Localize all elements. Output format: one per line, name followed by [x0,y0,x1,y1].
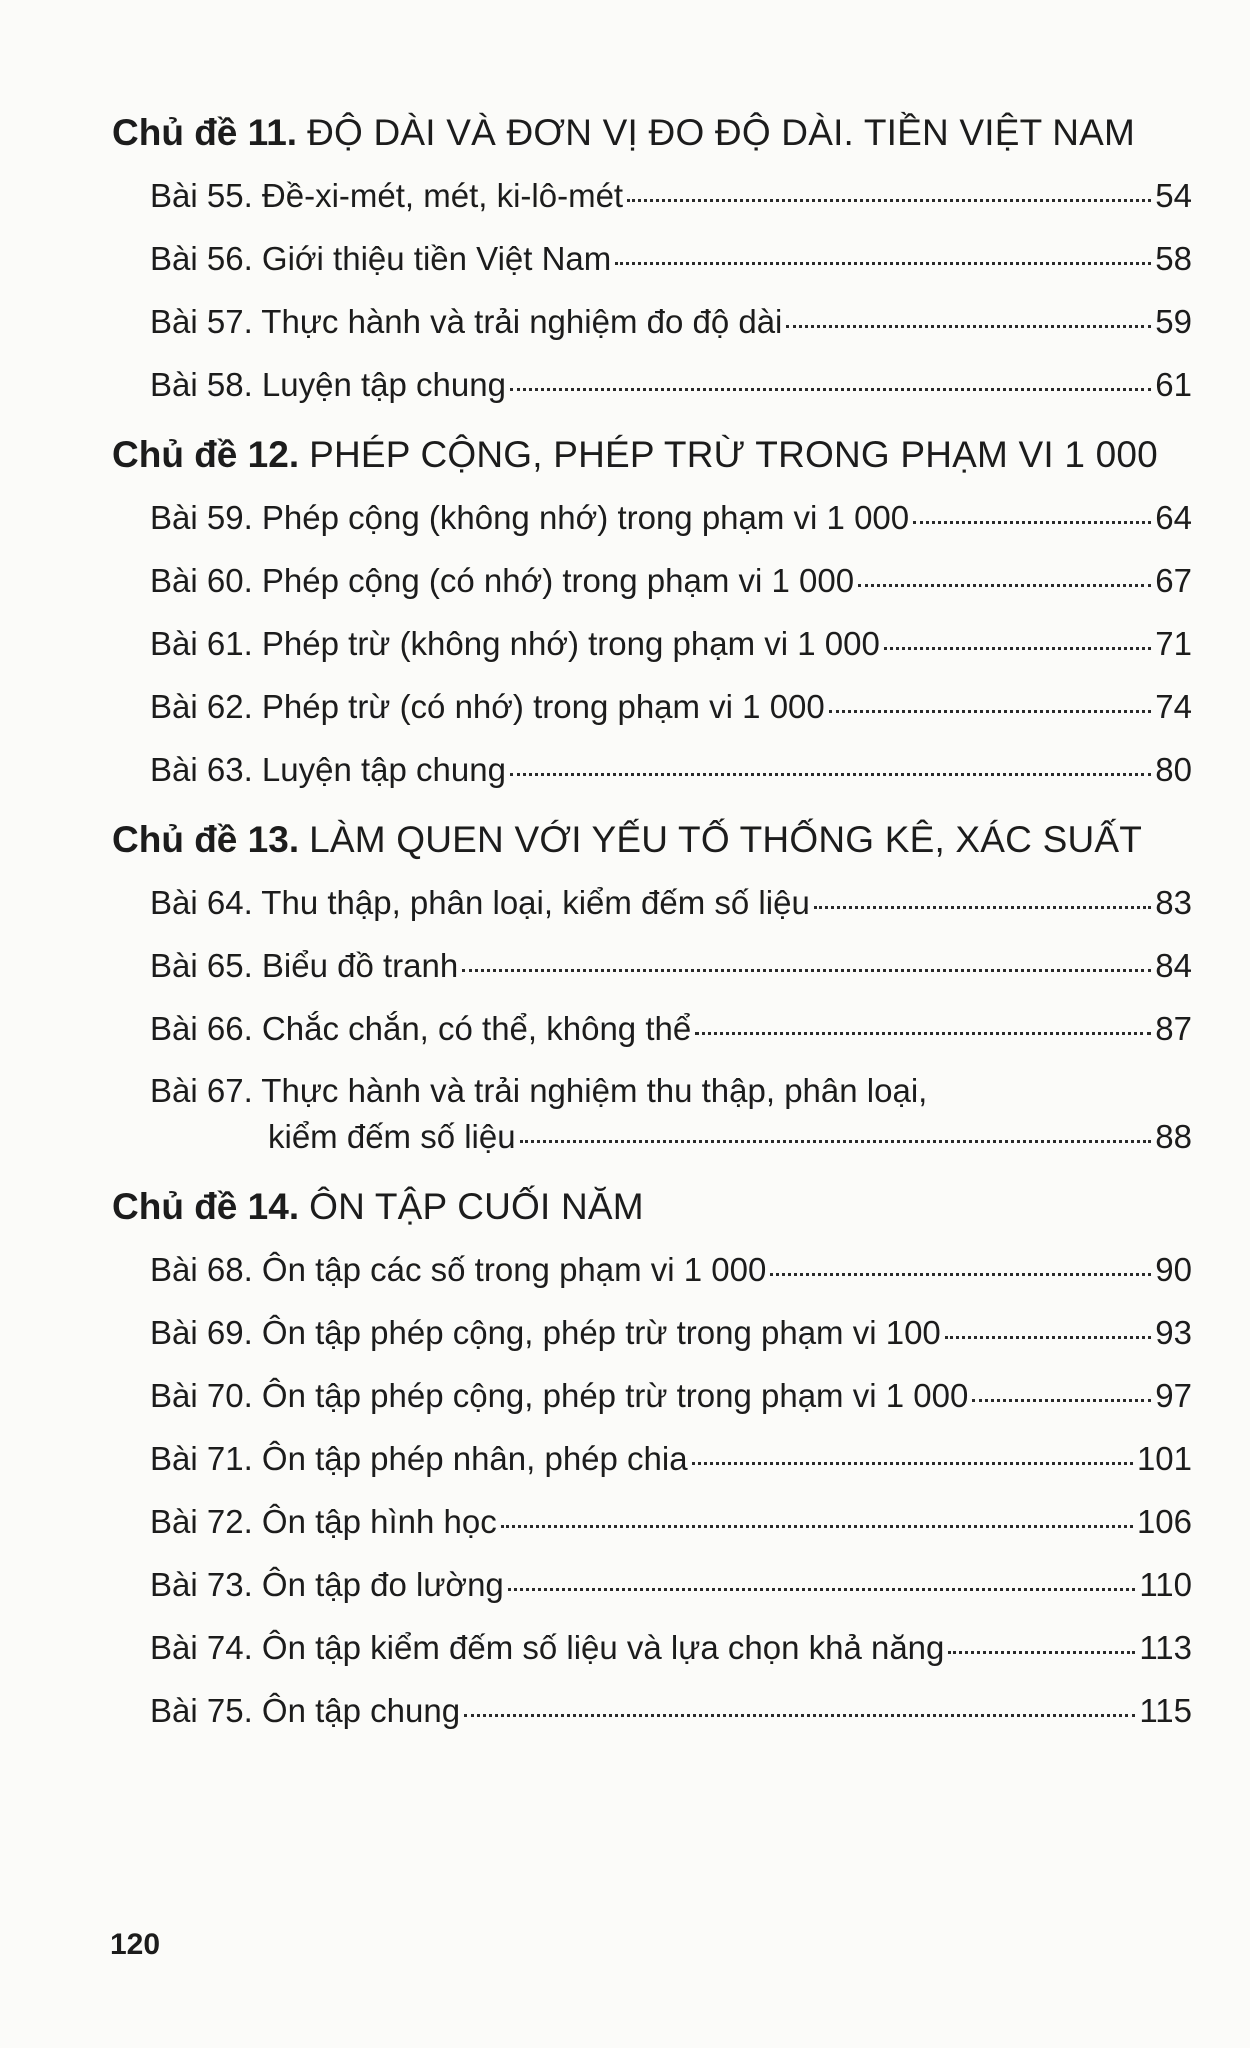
dot-leader [692,1462,1133,1465]
entry-label: Bài 74. Ôn tập kiểm đếm số liệu và lựa chọn khả năng [150,1629,945,1666]
toc-entry[interactable] [112,227,1192,290]
chapter-title: ĐỘ DÀI VÀ ĐƠN VỊ ĐO ĐỘ DÀI. TIỀN VIỆT NAM [307,112,1136,153]
entry-page: 61 [1155,366,1192,403]
dot-leader [627,199,1151,202]
entry-label: Bài 55. Đề-xi-mét, mét, ki-lô-mét [150,177,624,214]
dot-leader [508,1588,1136,1591]
dot-leader [510,388,1151,391]
chapter-number: Chủ đề 11. [112,112,298,153]
entry-page: 93 [1155,1314,1192,1351]
toc-entry[interactable] [112,1364,1192,1427]
entry-label: Bài 64. Thu thập, phân loại, kiểm đếm số liệu [150,884,810,921]
entry-label: Bài 58. Luyện tập chung [150,366,506,403]
dot-leader [858,584,1151,587]
entry-label: Bài 61. Phép trừ (không nhớ) trong phạm vi 1 000 [150,625,880,662]
toc-entry[interactable] [112,1553,1192,1616]
dot-leader [462,969,1151,972]
dot-leader [945,1336,1152,1339]
chapter-heading [112,815,1192,865]
entry-page: 58 [1155,240,1192,277]
entry-page: 101 [1136,1440,1192,1477]
entry-label: Bài 66. Chắc chắn, có thể, không thể [150,1010,692,1047]
entry-label: Bài 72. Ôn tập hình học [150,1503,497,1540]
entry-label: Bài 63. Luyện tập chung [150,751,506,788]
toc-entry[interactable] [112,353,1192,416]
dot-leader [464,1714,1135,1717]
entry-page: 110 [1139,1566,1192,1603]
entry-label: Bài 62. Phép trừ (có nhớ) trong phạm vi 1 000 [150,688,825,725]
entry-page: 64 [1155,499,1192,536]
table-of-contents [112,108,1192,1742]
toc-entry[interactable] [112,1427,1192,1490]
dot-leader [814,906,1151,909]
chapter-title: PHÉP CỘNG, PHÉP TRỪ TRONG PHẠM VI 1 000 [309,434,1158,475]
entry-page: 80 [1155,751,1192,788]
entry-page: 115 [1139,1692,1192,1729]
toc-entry[interactable] [112,1238,1192,1301]
chapter-title: LÀM QUEN VỚI YẾU TỐ THỐNG KÊ, XÁC SUẤT [309,819,1143,860]
entry-label: Bài 59. Phép cộng (không nhớ) trong phạm vi 1 000 [150,499,910,536]
entry-label: Bài 68. Ôn tập các số trong phạm vi 1 000 [150,1251,767,1288]
entry-label: Bài 71. Ôn tập phép nhân, phép chia [150,1440,688,1477]
entry-page: 97 [1155,1377,1192,1414]
toc-entry[interactable] [112,934,1192,997]
entry-page: 106 [1136,1503,1192,1540]
entry-page: 113 [1139,1629,1192,1666]
entry-label: Bài 67. Thực hành và trải nghiệm thu thập, phân loại, [150,1072,928,1109]
entry-page: 87 [1155,1010,1192,1047]
dot-leader [948,1651,1135,1654]
dot-leader [786,325,1151,328]
entry-label-block [150,1068,1192,1160]
toc-entry[interactable] [112,164,1192,227]
entry-label: Bài 73. Ôn tập đo lường [150,1566,504,1603]
dot-leader [884,647,1151,650]
dot-leader [520,1140,1152,1143]
entry-page: 67 [1155,562,1192,599]
toc-entry[interactable] [112,290,1192,353]
dot-leader [972,1399,1151,1402]
entry-page: 59 [1155,303,1192,340]
entry-page: 74 [1155,688,1192,725]
entry-page: 84 [1155,947,1192,984]
toc-entry[interactable] [112,997,1192,1060]
dot-leader [510,773,1151,776]
dot-leader [829,710,1152,713]
entry-page: 90 [1155,1251,1192,1288]
entry-label-continuation [150,1114,1192,1160]
toc-entry[interactable] [112,549,1192,612]
toc-entry[interactable] [112,612,1192,675]
entry-label-line2: kiểm đếm số liệu [268,1118,516,1155]
chapter-number: Chủ đề 14. [112,1186,300,1227]
toc-entry[interactable] [112,1060,1192,1168]
chapter-number: Chủ đề 13. [112,819,300,860]
entry-label: Bài 70. Ôn tập phép cộng, phép trừ trong phạm vi 1 000 [150,1377,969,1414]
toc-entry[interactable] [112,1616,1192,1679]
chapter-heading [112,1182,1192,1232]
entry-label: Bài 60. Phép cộng (có nhớ) trong phạm vi 1 000 [150,562,855,599]
dot-leader [501,1525,1133,1528]
page-number: 120 [110,1928,161,1961]
toc-entry[interactable] [112,675,1192,738]
toc-entry[interactable] [112,1679,1192,1742]
chapter-title: ÔN TẬP CUỐI NĂM [309,1186,644,1227]
dot-leader [770,1273,1151,1276]
entry-page: 88 [1155,1118,1192,1155]
entry-label: Bài 57. Thực hành và trải nghiệm đo độ dài [150,303,783,340]
dot-leader [615,262,1151,265]
toc-entry[interactable] [112,1490,1192,1553]
chapter-number: Chủ đề 12. [112,434,300,475]
entry-page: 71 [1155,625,1192,662]
dot-leader [695,1032,1151,1035]
entry-label: Bài 65. Biểu đồ tranh [150,947,459,984]
toc-entry[interactable] [112,486,1192,549]
entry-label: Bài 69. Ôn tập phép cộng, phép trừ trong phạm vi 100 [150,1314,941,1351]
entry-label: Bài 75. Ôn tập chung [150,1692,461,1729]
toc-entry[interactable] [112,1301,1192,1364]
chapter-heading [112,430,1192,480]
dot-leader [913,521,1151,524]
toc-entry[interactable] [112,871,1192,934]
entry-label: Bài 56. Giới thiệu tiền Việt Nam [150,240,612,277]
entry-page: 54 [1155,177,1192,214]
entry-page: 83 [1155,884,1192,921]
toc-entry[interactable] [112,738,1192,801]
chapter-heading [112,108,1192,158]
